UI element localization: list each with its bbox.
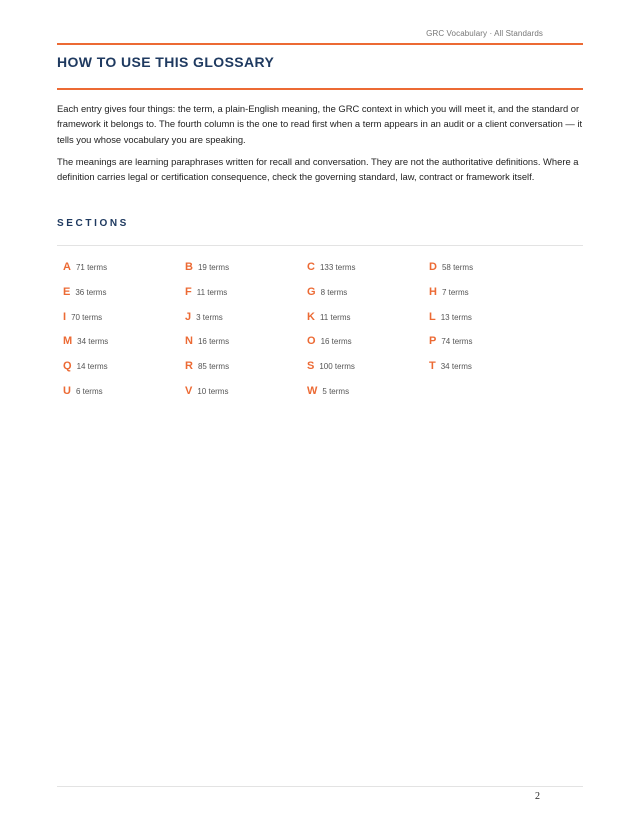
section-link-f[interactable] [185,286,307,311]
section-term-count: 19 terms [197,263,230,272]
section-link-d[interactable] [429,261,551,286]
section-link-a[interactable] [63,261,185,286]
section-letter: H [429,285,437,298]
section-term-count: 34 terms [440,362,472,372]
section-link-c[interactable] [307,261,429,286]
section-letter: O [307,335,316,348]
section-link-m[interactable] [63,335,185,360]
page-title: HOW TO USE THIS GLOSSARY [57,54,275,70]
section-letter: J [185,310,192,323]
section-link-p[interactable] [429,335,551,360]
section-letter: M [63,335,73,348]
section-letter: D [429,261,437,273]
section-letter: G [307,285,316,298]
section-link-r[interactable] [185,360,307,385]
section-link-v[interactable] [185,385,307,410]
section-term-count: 16 terms [197,337,230,347]
running-header: GRC Vocabulary · All Standards [426,29,543,38]
section-link-e[interactable] [63,286,185,311]
section-link-j[interactable] [185,311,307,336]
section-term-count: 6 terms [75,386,103,396]
section-term-count: 11 terms [319,312,351,322]
section-term-count: 11 terms [196,287,228,297]
section-letter: T [429,360,436,373]
section-link-k[interactable] [307,311,429,336]
intro-paragraph-2: The meanings are learning paraphrases written for recall and conversation. They are not the authoritative definitions. Where a definition carries legal or certification consequence, check the governing standard, law, contract or framework itself. [57,156,579,183]
section-letter-grid [63,261,563,410]
section-term-count: 7 terms [441,287,469,297]
section-link-q[interactable] [63,360,185,385]
section-letter: E [63,285,71,298]
section-letter: C [307,261,315,273]
section-link-n[interactable] [185,335,307,360]
section-letter: A [63,261,71,273]
section-link-b[interactable] [185,261,307,286]
section-link-u[interactable] [63,385,185,410]
sections-heading: SECTIONS [57,218,129,229]
section-letter: I [63,310,67,323]
section-link-l[interactable] [429,311,551,336]
section-term-count: 10 terms [197,386,229,396]
section-link-w[interactable] [307,385,429,410]
section-term-count: 133 terms [319,263,356,272]
section-letter: B [185,261,193,273]
section-letter: N [185,335,193,348]
section-term-count: 8 terms [320,287,348,297]
section-letter: S [307,360,315,373]
section-term-count: 58 terms [441,263,474,272]
section-link-h[interactable] [429,286,551,311]
section-term-count: 70 terms [71,312,103,322]
section-link-g[interactable] [307,286,429,311]
section-term-count: 5 terms [322,386,350,396]
section-term-count: 71 terms [75,263,108,272]
section-term-count: 36 terms [75,287,107,297]
section-letter: L [429,310,436,323]
section-link-t[interactable] [429,360,551,385]
section-letter: R [185,360,193,373]
section-link-s[interactable] [307,360,429,385]
section-term-count: 85 terms [197,362,230,372]
section-letter: V [185,384,193,397]
section-term-count: 34 terms [77,337,109,347]
sections-divider [57,245,583,246]
section-term-count: 3 terms [196,312,223,322]
section-term-count: 74 terms [441,337,473,347]
section-letter: F [185,285,192,298]
section-letter: U [63,384,71,397]
section-letter: K [307,310,315,323]
section-term-count: 16 terms [320,337,352,347]
title-bottom-rule [57,88,583,90]
section-link-o[interactable] [307,335,429,360]
section-term-count: 14 terms [76,362,108,372]
section-letter: P [429,335,437,348]
section-term-count: 13 terms [440,312,472,322]
section-term-count: 100 terms [319,362,355,372]
title-top-rule [57,43,583,45]
section-letter: W [307,384,318,397]
section-link-i[interactable] [63,311,185,336]
page-number: 2 [535,791,540,802]
footer-divider [57,786,583,787]
section-letter: Q [63,360,72,373]
intro-paragraph-1: Each entry gives four things: the term, a plain-English meaning, the GRC context in which you will meet it, and the standard or framework it belongs to. The fourth column is the one to read first when a term appears in an audit or a client conversation — it tells you whose vocabulary you are speaking. [57,103,583,145]
